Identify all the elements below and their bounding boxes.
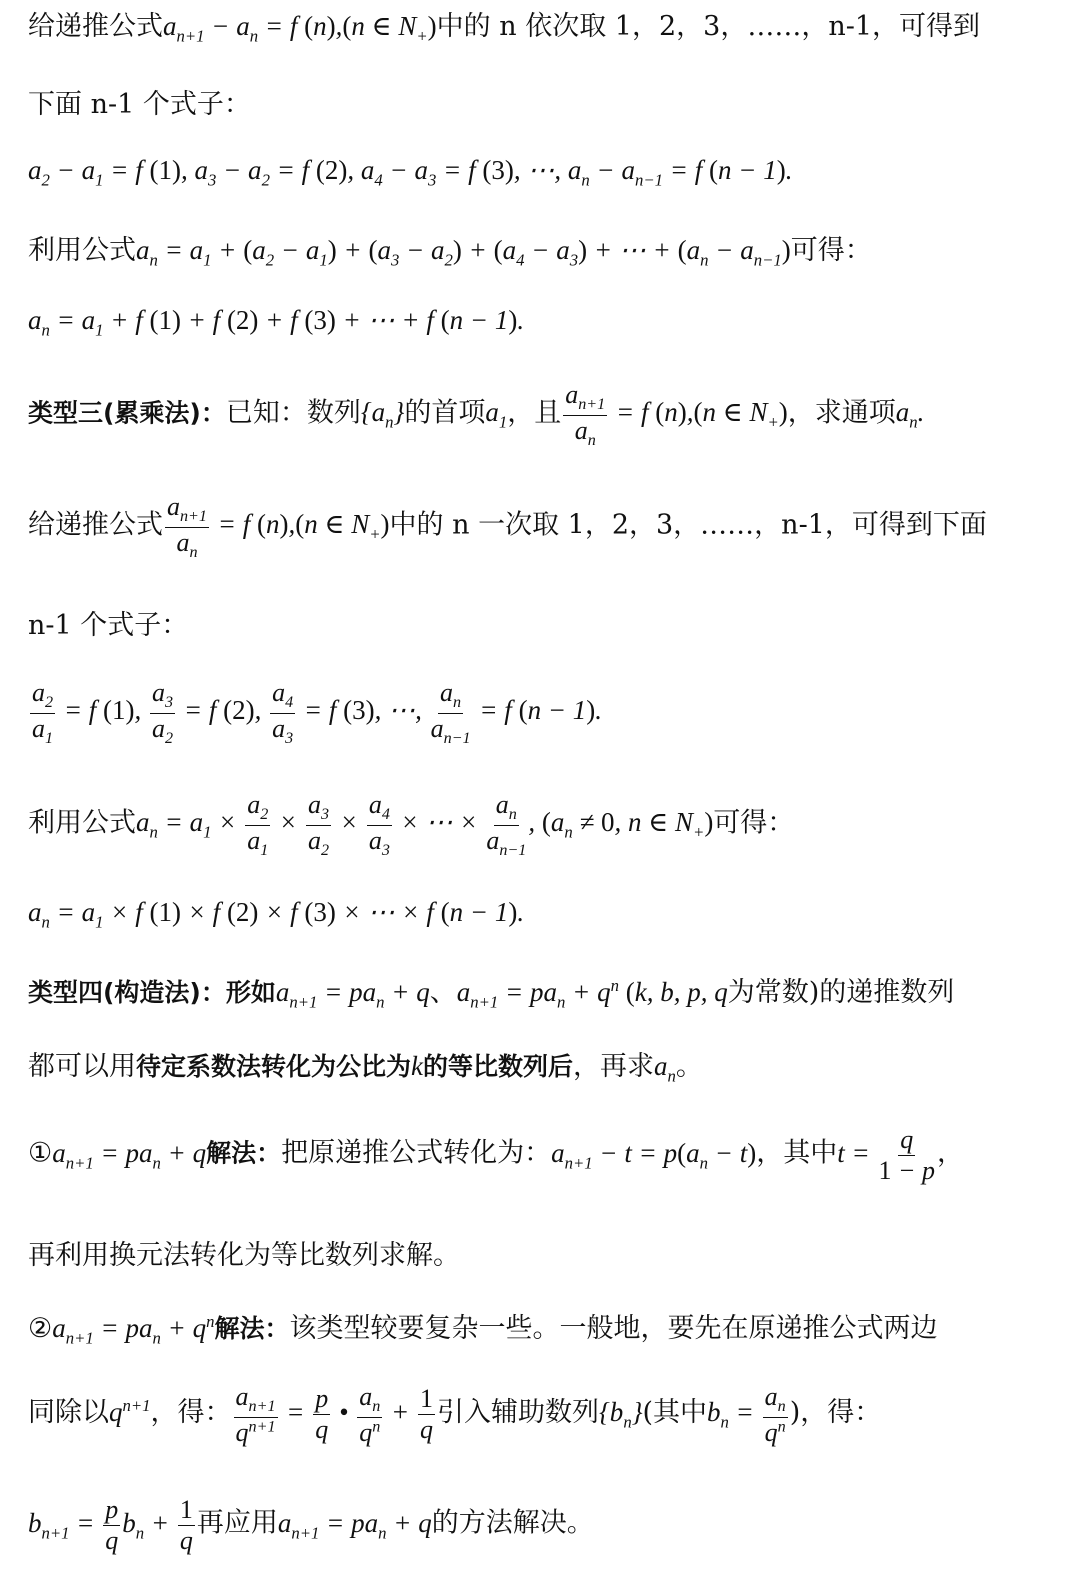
line-16: [28, 1306, 1040, 1348]
bold-text: 解法：: [206, 1138, 282, 1168]
text: 的方法解决。: [431, 1507, 594, 1539]
text: (其中: [642, 1397, 708, 1428]
formula-a1: $a_1$: [485, 397, 508, 432]
formula-quotients: $\frac{a_2}{a_1}$ = f (1), $\frac{a_3}{a_2}$ = f (2), $\frac{a_4}{a_3}$ = f (3), ⋯, $\frac{a_n}{a_{n-1}}$ = f (n − 1).: [32, 678, 603, 747]
text: 、: [429, 977, 457, 1008]
formula-ratio: $\frac{a_{n+1}}{a_n}$ = f (n),(n ∈ $N_+$): [565, 380, 788, 449]
formula-qn1: $q^{n+1}$: [109, 1396, 151, 1427]
line-14: [28, 1125, 1040, 1186]
formula-linear: $a_{n+1} = pa_n + q$: [275, 977, 430, 1012]
line-10: [28, 790, 1040, 860]
formula-k: k: [411, 1051, 423, 1081]
heading-type-3: 类型三(累乘法)：: [28, 398, 226, 428]
line-7: [28, 492, 1040, 562]
formula-an: $a_n$.: [895, 397, 925, 432]
text: 把原递推公式转化为：: [281, 1137, 552, 1169]
text: ，再求: [573, 1051, 655, 1082]
line-3: [28, 155, 1040, 190]
text: ，其中: [756, 1137, 838, 1169]
line-13: [28, 1044, 1040, 1086]
text: 利用公式: [28, 235, 136, 266]
formula-power: $a_{n+1} = pa_n + q^n$: [52, 1312, 215, 1348]
formula-t: t = $\frac{q}{1 - p}$: [837, 1125, 935, 1185]
text: ，得：: [150, 1397, 232, 1428]
formula-product: $a_n = a_1$ × $\frac{a_2}{a_1}$ × $\frac{a_3}{a_2}$ × $\frac{a_4}{a_3}$ × ⋯ × $\frac{a_n}{a_{n-1}}$ , ($a_n \ne 0$, n ∈ $N_+$): [136, 790, 714, 859]
line-11: [28, 897, 1040, 932]
line-2: 下面 n-1 个式子：: [28, 89, 251, 120]
text: 的首项: [404, 397, 486, 429]
formula-divided: $\frac{a_{n+1}}{q^{n+1}}$ = $\frac{p}{q}$ • $\frac{a_n}{q^n}$ + $\frac{1}{q}$: [235, 1382, 433, 1447]
line-18: [28, 1495, 1040, 1556]
text: 引入辅助数列: [437, 1397, 599, 1428]
line-5: [28, 305, 1040, 340]
formula-result-sum: $a_n = a_1 + f$ (1) + f (2) + f (3) + ⋯ + f (n − 1).: [28, 305, 525, 340]
line-12: [28, 970, 1040, 1012]
formula-sum: $a_n = a_1 + (a_2 - a_1) + (a_3 - a_2) + (a_4 - a_3)$ + ⋯ + $(a_n - a_{n-1})$: [136, 235, 791, 270]
formula-differences: $a_2 - a_1 = f$ (1), $a_3 - a_2 = f$ (2), $a_4 - a_3 = f$ (3), ⋯, $a_n - a_{n-1} = f$ (n − 1).: [28, 155, 793, 190]
formula-recurrence: $a_{n+1} - a_n = f$ (n),(n ∈ $N_+$): [163, 11, 437, 46]
text: 可得：: [713, 807, 795, 839]
formula-bn-def: $b_n$ = $\frac{a_n}{q^n}$: [707, 1382, 786, 1447]
formula-linear: $a_{n+1} = pa_n + q$: [52, 1137, 207, 1172]
text: ，求通项: [787, 397, 896, 429]
line-4: [28, 228, 1040, 270]
heading-type-4: 类型四(构造法)：形如: [28, 978, 276, 1007]
text: 该类型较要复杂一些。一般地，要先在原递推公式两边: [289, 1313, 938, 1344]
line-8: n-1 个式子：: [28, 610, 189, 641]
bold-text: 待定系数法转化为公比为: [136, 1052, 412, 1081]
line-15: 再利用换元法转化为等比数列求解。: [28, 1240, 460, 1271]
line-17: [28, 1382, 1040, 1448]
text: 再应用: [196, 1507, 278, 1539]
text: 可得：: [790, 235, 872, 266]
text: 。: [675, 1051, 703, 1082]
text: 中的 n 一次取 1，2，3，……，n-1，可得到下面: [389, 509, 987, 541]
formula-bn: $\{b_n\}$: [599, 1397, 643, 1432]
text: 同除以: [28, 1397, 109, 1428]
text: 给递推公式: [28, 11, 163, 42]
line-9: [28, 678, 1040, 748]
circled-one: ①: [28, 1137, 53, 1169]
line-6: [28, 380, 1040, 450]
formula-ratio-2: $\frac{a_{n+1}}{a_n}$ = f (n),(n ∈ $N_+$): [167, 492, 390, 561]
text: 利用公式: [28, 807, 136, 839]
formula-linear: $a_{n+1} = pa_n + q$: [277, 1507, 432, 1542]
text: ，: [936, 1137, 964, 1169]
formula-power: $a_{n+1} = pa_n + q^n$ (k, b, p, q: [456, 976, 728, 1012]
text: 为常数)的递推数列: [727, 977, 955, 1008]
bold-text: 解法：: [214, 1314, 290, 1343]
formula-transform: $a_{n+1} - t = p(a_n - t)$: [551, 1137, 757, 1172]
text: 都可以用: [28, 1051, 136, 1082]
formula-bn1: $b_{n+1}$ = $\frac{p}{q}$ $b_n$ + $\frac{1}{q}$: [28, 1495, 193, 1555]
text: 中的 n 依次取 1，2，3，……，n-1，可得到: [436, 11, 981, 42]
text: )，得：: [789, 1397, 882, 1428]
text: 给递推公式: [28, 509, 163, 541]
bold-text: 的等比数列后: [423, 1052, 574, 1081]
text: ，且: [507, 397, 562, 429]
circled-two: ②: [28, 1313, 53, 1344]
text: 已知：数列: [225, 397, 361, 429]
formula-an: $a_n$: [654, 1051, 676, 1086]
formula-result-product: $a_n = a_1 \times f$ (1) × f (2) × f (3) × ⋯ × f (n − 1).: [28, 897, 525, 932]
formula-seq: $\{a_n\}$: [360, 397, 405, 432]
line-1: [28, 4, 1040, 46]
